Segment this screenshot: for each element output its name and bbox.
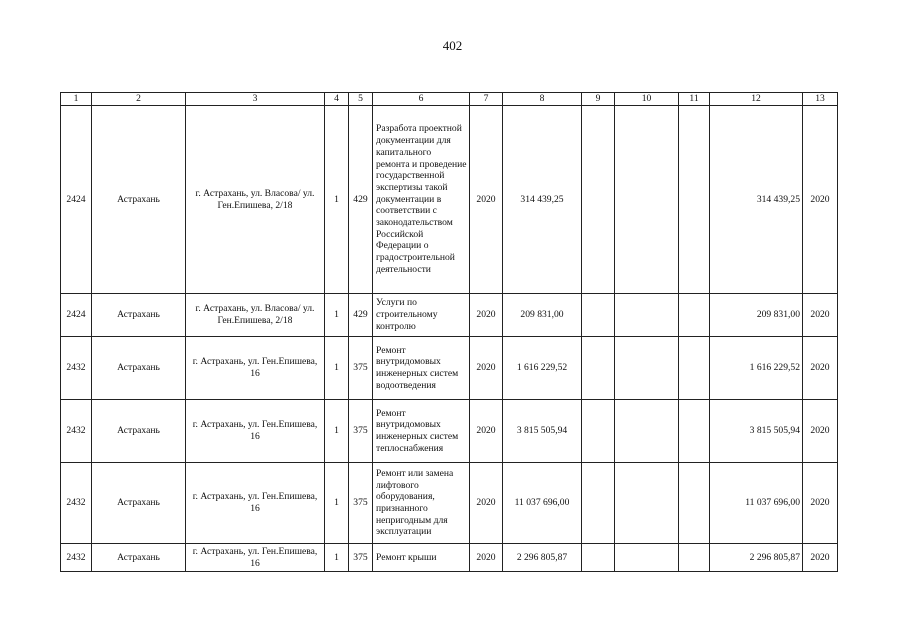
cell-year: 2020: [470, 400, 503, 463]
cell-object-id: 2432: [61, 337, 92, 400]
cell-object-id: 2424: [61, 294, 92, 337]
cell-col4: 1: [325, 294, 349, 337]
cell-cost: 3 815 505,94: [503, 400, 582, 463]
cell-end-year: 2020: [803, 463, 838, 544]
table-row: [61, 400, 838, 463]
cell-col11: [679, 544, 710, 572]
column-header: 1: [61, 93, 92, 106]
cell-address: г. Астрахань, ул. Ген.Епишева, 16: [186, 400, 325, 463]
cell-col9: [582, 106, 615, 294]
cell-col5: 429: [349, 294, 373, 337]
cell-col5: 375: [349, 544, 373, 572]
cell-col9: [582, 400, 615, 463]
cell-work-type: Услуги по строительному контролю: [373, 294, 470, 337]
cell-object-id: 2432: [61, 400, 92, 463]
cell-year: 2020: [470, 106, 503, 294]
cell-col11: [679, 463, 710, 544]
cell-city: Астрахань: [92, 544, 186, 572]
cell-city: Астрахань: [92, 337, 186, 400]
data-table: [60, 92, 838, 572]
column-header: 9: [582, 93, 615, 106]
cell-address: г. Астрахань, ул. Ген.Епишева, 16: [186, 544, 325, 572]
cell-col4: 1: [325, 463, 349, 544]
cell-work-type: Ремонт или замена лифтового оборудования, признанного непригодным для эксплуатации: [373, 463, 470, 544]
cell-address: г. Астрахань, ул. Ген.Епишева, 16: [186, 337, 325, 400]
table-row: [61, 337, 838, 400]
cell-year: 2020: [470, 544, 503, 572]
cell-total: 1 616 229,52: [710, 337, 803, 400]
cell-object-id: 2432: [61, 544, 92, 572]
cell-col11: [679, 400, 710, 463]
column-header: 5: [349, 93, 373, 106]
column-header: 7: [470, 93, 503, 106]
cell-col4: 1: [325, 337, 349, 400]
cell-object-id: 2432: [61, 463, 92, 544]
cell-total: 209 831,00: [710, 294, 803, 337]
cell-city: Астрахань: [92, 400, 186, 463]
column-header: 12: [710, 93, 803, 106]
cell-col10: [615, 400, 679, 463]
cell-col4: 1: [325, 400, 349, 463]
cell-year: 2020: [470, 294, 503, 337]
cell-col9: [582, 544, 615, 572]
cell-cost: 314 439,25: [503, 106, 582, 294]
column-header: 13: [803, 93, 838, 106]
cell-col10: [615, 294, 679, 337]
cell-col9: [582, 294, 615, 337]
cell-col5: 429: [349, 106, 373, 294]
cell-col5: 375: [349, 463, 373, 544]
cell-address: г. Астрахань, ул. Власова/ ул. Ген.Епишева, 2/18: [186, 294, 325, 337]
column-header: 4: [325, 93, 349, 106]
column-header: 3: [186, 93, 325, 106]
cell-col10: [615, 544, 679, 572]
cell-col5: 375: [349, 337, 373, 400]
cell-work-type: Ремонт внутридомовых инженерных систем теплоснабжения: [373, 400, 470, 463]
cell-col11: [679, 337, 710, 400]
cell-work-type: Ремонт крыши: [373, 544, 470, 572]
column-header: 8: [503, 93, 582, 106]
cell-city: Астрахань: [92, 106, 186, 294]
cell-cost: 11 037 696,00: [503, 463, 582, 544]
cell-col10: [615, 106, 679, 294]
cell-work-type: Разработа проектной документации для капитального ремонта и проведение государственной экспертизы такой документации в соответствии с законодательством Российской Федерации о градостроительной деятельности: [373, 106, 470, 294]
cell-col11: [679, 294, 710, 337]
table-row: [61, 463, 838, 544]
table-row: [61, 106, 838, 294]
cell-year: 2020: [470, 463, 503, 544]
cell-col10: [615, 463, 679, 544]
cell-col4: 1: [325, 106, 349, 294]
cell-col10: [615, 337, 679, 400]
cell-cost: 209 831,00: [503, 294, 582, 337]
cell-col4: 1: [325, 544, 349, 572]
table-row: [61, 294, 838, 337]
cell-end-year: 2020: [803, 400, 838, 463]
column-header: 10: [615, 93, 679, 106]
cell-col9: [582, 463, 615, 544]
cell-city: Астрахань: [92, 294, 186, 337]
cell-col11: [679, 106, 710, 294]
cell-total: 11 037 696,00: [710, 463, 803, 544]
cell-total: 2 296 805,87: [710, 544, 803, 572]
header-row: [61, 93, 838, 106]
column-header: 11: [679, 93, 710, 106]
cell-work-type: Ремонт внутридомовых инженерных систем водоотведения: [373, 337, 470, 400]
cell-total: 3 815 505,94: [710, 400, 803, 463]
column-header: 6: [373, 93, 470, 106]
cell-year: 2020: [470, 337, 503, 400]
cell-end-year: 2020: [803, 337, 838, 400]
column-header: 2: [92, 93, 186, 106]
cell-address: г. Астрахань, ул. Ген.Епишева, 16: [186, 463, 325, 544]
cell-total: 314 439,25: [710, 106, 803, 294]
cell-cost: 2 296 805,87: [503, 544, 582, 572]
cell-city: Астрахань: [92, 463, 186, 544]
cell-end-year: 2020: [803, 106, 838, 294]
cell-col9: [582, 337, 615, 400]
cell-address: г. Астрахань, ул. Власова/ ул. Ген.Епишева, 2/18: [186, 106, 325, 294]
cell-object-id: 2424: [61, 106, 92, 294]
cell-col5: 375: [349, 400, 373, 463]
cell-end-year: 2020: [803, 294, 838, 337]
table-row: [61, 544, 838, 572]
cell-cost: 1 616 229,52: [503, 337, 582, 400]
cell-end-year: 2020: [803, 544, 838, 572]
page-number: 402: [442, 38, 463, 53]
